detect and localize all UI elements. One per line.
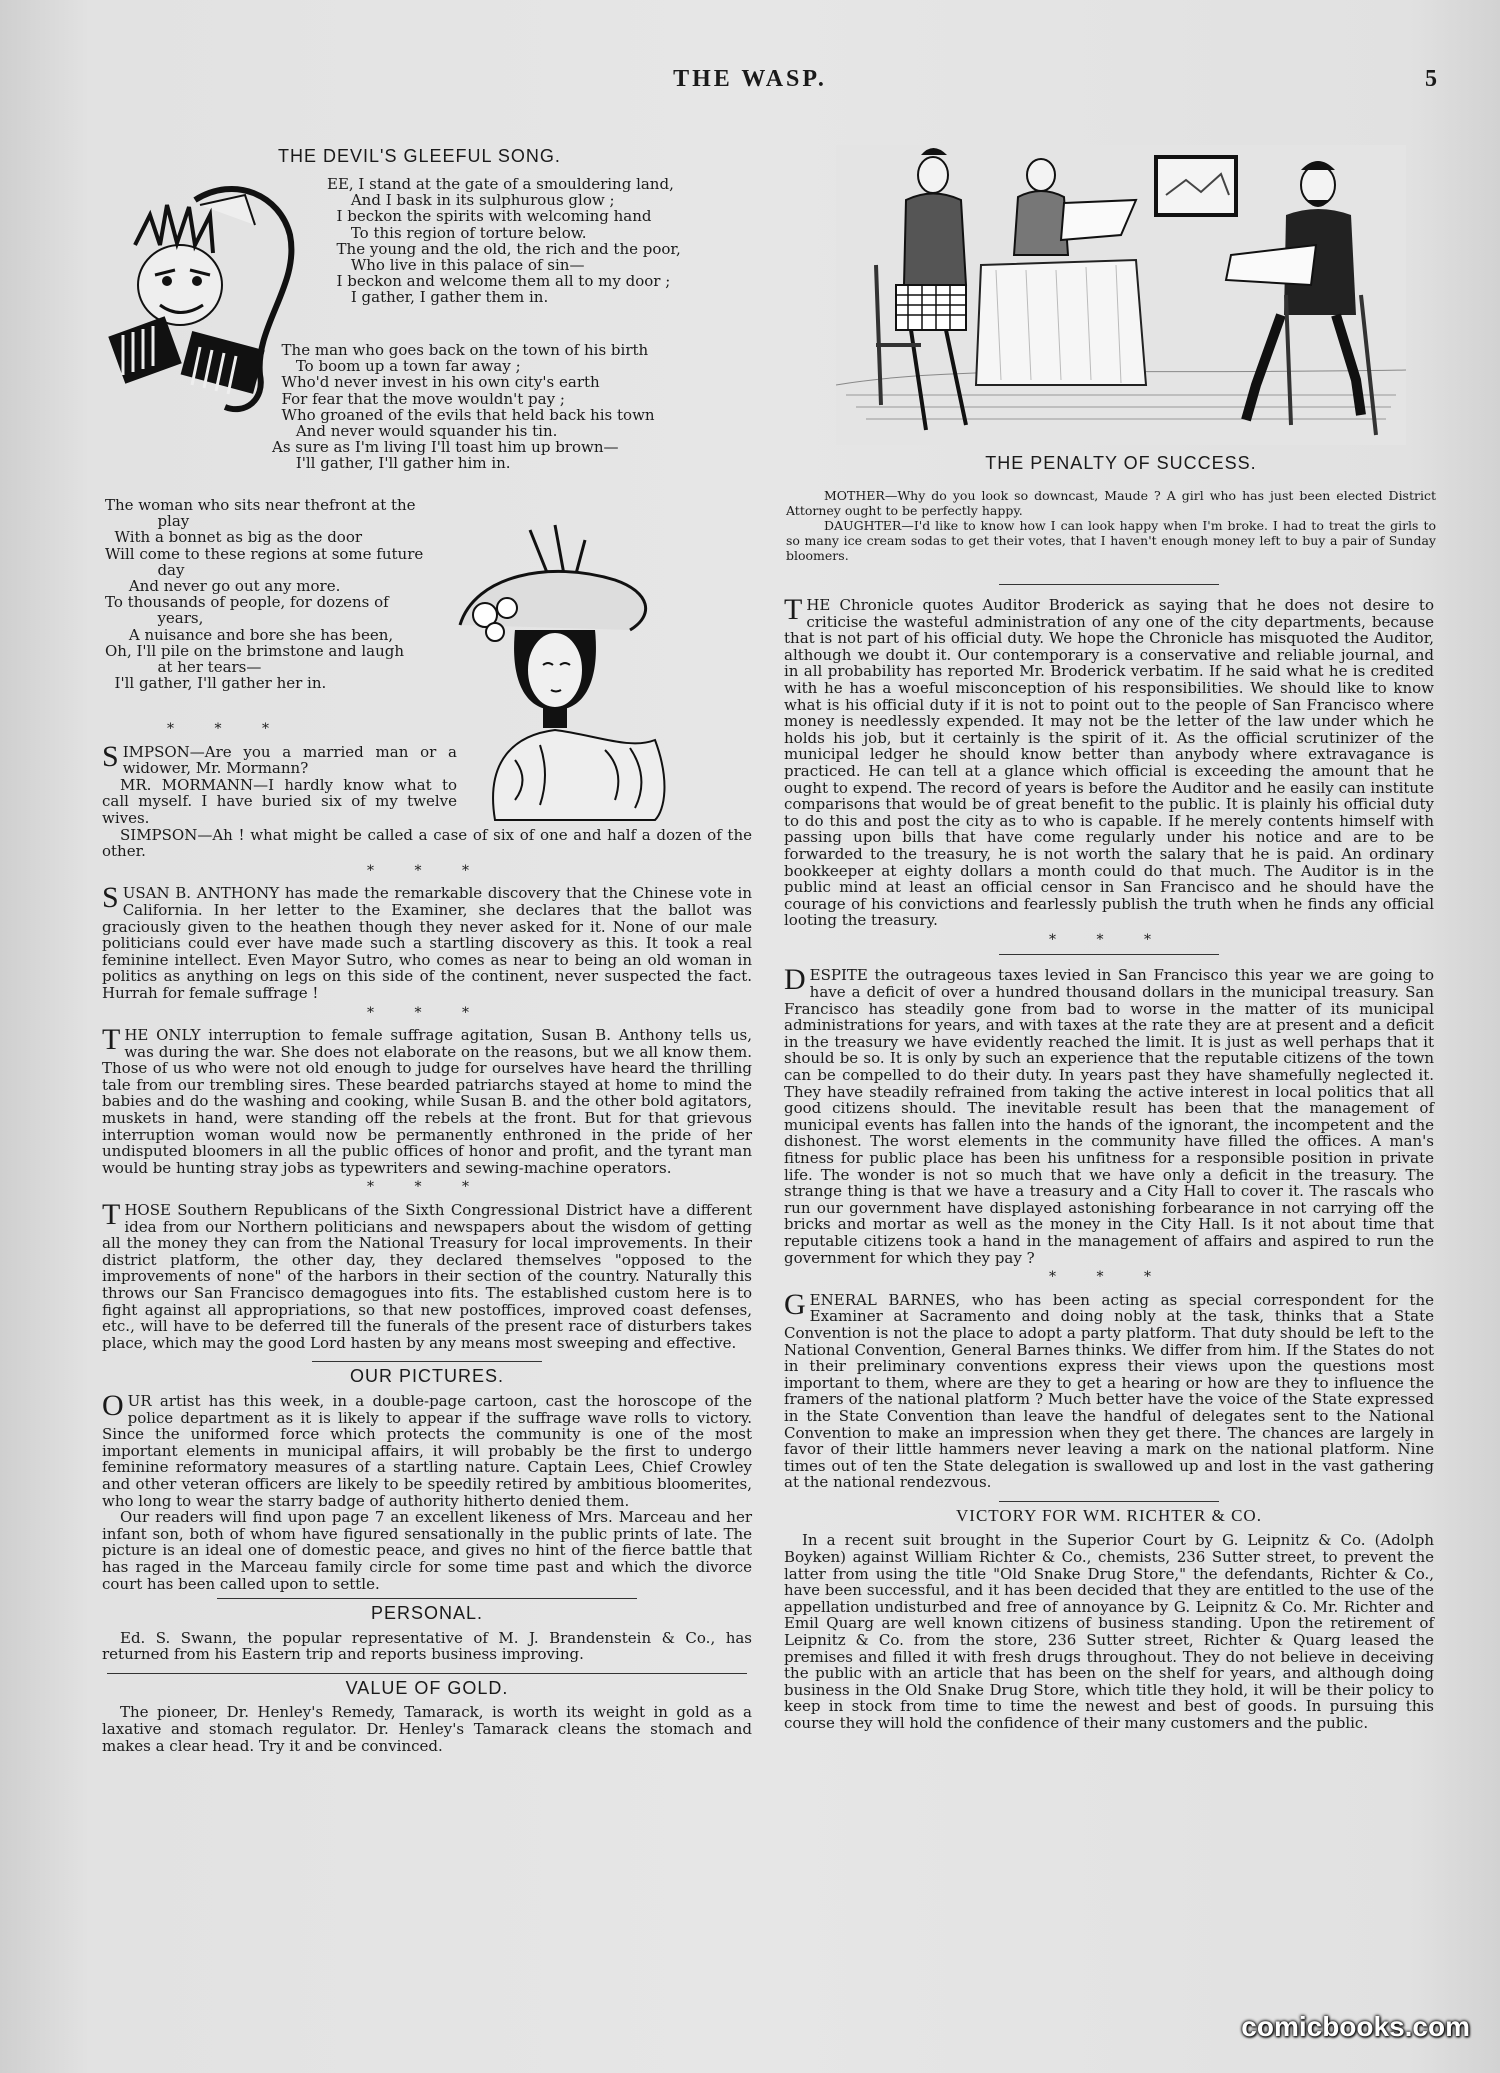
barnes-dropcap: G bbox=[784, 1287, 806, 1321]
divider bbox=[999, 584, 1219, 585]
poem-stanza-2: The man who goes back on the town of his birth To boom up a town far away ; Who'd never invest in his own city's earth For fear that the move wouldn't pay ; Who groaned of the evils that held back his town And never would squander his tin. As sure as I'm living I'll toast him up brown— I'll gather, I'll gather him in. bbox=[272, 341, 655, 473]
divider bbox=[107, 1673, 747, 1674]
southern-article bbox=[102, 1198, 752, 1352]
masthead-title: THE WASP. bbox=[673, 66, 827, 92]
penalty-title: THE PENALTY OF SUCCESS. bbox=[985, 453, 1257, 473]
anthony-text: USAN B. ANTHONY has made the remarkable discovery that the Chinese vote in California. In her letter to the Examiner, she declares that the ballot was graciously given to the heathen though they never asked for it. None of our male politicians could ever have made such a startling discovery as this. It took a real feminine intellect. Even Mayor Sutro, who comes as near to being an old woman in politics as anything on legs on this side of the continent, never suspected the fact. Hurrah for female suffrage ! bbox=[102, 884, 752, 1002]
simpson-line-3: SIMPSON—Ah ! what might be called a case of six of one and half a dozen of the other. bbox=[102, 825, 752, 861]
anthony-article bbox=[102, 881, 752, 1002]
page-number: 5 bbox=[1425, 66, 1437, 92]
barnes-article bbox=[784, 1287, 1434, 1492]
mother-line: MOTHER—Why do you look so downcast, Maude ? A girl who has just been elected District Attorney ought to be perfectly happy. bbox=[786, 488, 1436, 518]
divider bbox=[312, 1361, 542, 1362]
chronicle-article bbox=[784, 593, 1434, 930]
only-text: HE ONLY interruption to female suffrage agitation, Susan B. Anthony tells us, was during the war. She does not elaborate on the reasons, but we all know them. Those of us who were not old enough to judge for ourselves have heard the thrilling tale from our trembling sires. These bearded patriarchs stayed at home to mind the babies and do the washing and cooking, while Susan B. and the other bold agitators, muskets in hand, were standing off the rebels at the front. But for that grievous interruption woman would now be permanently enthroned in the pride of her undisputed bloomers in all the public offices of honor and profit, and the tyrant man would be hunting stray jobs as typewriters and sewing-machine operators. bbox=[102, 1026, 752, 1177]
daughter-line: DAUGHTER—I'd like to know how I can look happy when I'm broke. I had to treat the girls to so many ice cream sodas to get their votes, that I haven't enough money left to buy a pair of Sunday bloomers. bbox=[786, 518, 1436, 563]
divider bbox=[999, 954, 1219, 955]
despite-article bbox=[784, 963, 1434, 1267]
separator-stars: * * * bbox=[367, 1004, 487, 1021]
southern-dropcap: T bbox=[102, 1198, 121, 1232]
separator-stars: * * * bbox=[367, 862, 487, 879]
despite-dropcap: D bbox=[784, 963, 806, 997]
divider bbox=[217, 1598, 637, 1599]
despite-text: ESPITE the outrageous taxes levied in San Francisco this year we are going to have a deficit of over a hundred thousand dollars in the municipal treasury. San Francisco has steadily gone from bad to worse in the matter of its municipal administrations for years, and with taxes at the rate they are at present and a deficit in the treasury we have evidently reached the limit. It is just as well perhaps that it should be so. It is only by such an experience that the reputable citizens of the town can be compelled to do their duty. In years past they have shamefully neglected it. They have steadily refrained from taking the active interest in local politics that all good citizens should. The inevitable result has been that the management of municipal events has fallen into the hands of the ignorant, the incompetent and the dishonest. The worst elements in the community have filled the offices. A man's fitness for public place has been his unfitness for a responsible position in private life. The wonder is not so much that we have only a deficit in the treasury. The strange thing is that we have a treasury and a City Hall to cover it. The rascals who run our government have displayed astonishing forbearance in not carrying off the bricks and mortar as well as the money in the City Hall. Is it not about time that reputable citizens took a hand in the management of affairs and aspired to run the government for which they pay ? bbox=[784, 966, 1434, 1267]
penalty-dialogue bbox=[786, 488, 1436, 563]
pictures-dropcap: O bbox=[102, 1388, 124, 1422]
barnes-text: ENERAL BARNES, who has been acting as special correspondent for the Examiner at Sacramento and doing nobly at the task, thinks that a State Convention is not the place to adopt a party platform. That duty should be left to the National Convention, General Barnes thinks. We differ from him. If the States do not in their preliminary conventions express their views upon the questions most important to them, where are they to get a hearing or how are they to influence the framers of the national platform ? Much better have the voice of the State expressed in the State Convention than leave the handful of delegates sent to the National Convention to make an impression when they get there. The chances are largely in favor of their little hammers never leaving a mark on the national platform. Nine times out of ten the State delegation is swallowed up and lost in the vast gathering at the national rendezvous. bbox=[784, 1290, 1434, 1492]
divider bbox=[999, 1501, 1219, 1502]
anthony-dropcap: S bbox=[102, 881, 119, 915]
simpson-line-2: MR. MORMANN—I hardly know what to call myself. I have buried six of my twelve wives. bbox=[102, 775, 457, 827]
separator-stars: * * * bbox=[367, 1179, 487, 1196]
separator-stars: * * * bbox=[1049, 931, 1169, 948]
left-column bbox=[102, 718, 752, 1754]
separator-stars: * * * bbox=[1049, 1269, 1169, 1286]
personal-heading: PERSONAL. bbox=[370, 1603, 484, 1624]
poem-stanza-3: The woman who sits near thefront at the play With a bonnet as big as the door Will come to these regions at some future day And never go out any more. To thousands of people, for dozens of years, A nuisance and bore she has been, Oh, I'll pile on the brimstone and laugh at her tears— I'll gather, I'll gather her in. bbox=[105, 496, 424, 693]
pictures-article bbox=[102, 1388, 752, 1510]
chronicle-dropcap: T bbox=[784, 593, 803, 626]
gold-heading: VALUE OF GOLD. bbox=[345, 1677, 509, 1698]
gold-text: The pioneer, Dr. Henley's Remedy, Tamarack, is worth its weight in gold as a laxative and stomach regulator. Dr. Henley's Tamarack cleans the stomach and makes a clear head. Try it and be convinced. bbox=[102, 1703, 752, 1755]
personal-text: Ed. S. Swann, the popular representative of M. J. Brandenstein & Co., has returned from his Eastern trip and reports business improving. bbox=[102, 1628, 752, 1664]
only-dropcap: T bbox=[102, 1023, 121, 1057]
pictures-heading: OUR PICTURES. bbox=[349, 1366, 504, 1387]
watermark: comicbooks.com bbox=[1241, 2011, 1470, 2042]
simpson-dialogue bbox=[102, 739, 457, 827]
richter-text: In a recent suit brought in the Superior Court by G. Leipnitz & Co. (Adolph Boyken) against William Richter & Co., chemists, 236 Sutter street, to prevent the latter from using the title "Old Snake Drug Store," the defendants, Richter & Co., have been successful, and it has been decided that they are entitled to the use of the appellation undisturbed and free of annoyance by G. Leipnitz & Co. Mr. Richter and Emil Quarg are well known citizens of business standing. Upon the retirement of Leipnitz & Co. from the store, 236 Sutter street, Richter & Quarg leased the premises and filled it with fresh drugs throughout. They do not believe in deceiving the public with an article that has been on the shelf for years, and although doing business in the Old Snake Drug Store, which title they hold, it will be their policy to keep in stock from time to time the newest and best of goods. In pursuing this course they will hold the confidence of their many customers and the public. bbox=[784, 1531, 1434, 1732]
chronicle-text: HE Chronicle quotes Auditor Broderick as saying that he does not desire to criticise the wasteful administration of any one of the city departments, because that is not part of his official duty. We hope the Chronicle has misquoted the Auditor, although we doubt it. Our contemporary is a conservative and reliable journal, and in all probability has reported Mr. Broderick verbatim. If he said what he is credited with he has a woeful misconception of his responsibilities. We should like to know what is his official duty if it is not to point out to the people of San Francisco where money is needlessly expended. It may not be the letter of the law under which he holds his job, but it certainly is the spirit of it. As the official scrutinizer of the municipal ledger he should know better than anybody where extravagance is practiced. He can tell at a glance which official is exceeding the amount that he ought to expend. The record of years is before the Auditor and he easily can institute comparisons that would be of great benefit to the public. It is plainly his official duty to do this and post the city as to who is capable. If he merely contents himself with passing upon bills that have come regularly under his notice and are to be forwarded to the treasury, he is not worth the salary that he is paid. An ordinary bookkeeper at eighty dollars a month could do that much. The Auditor is in the public mind at least an official censor in San Francisco and he should have the courage of his convictions and fearlessly publish the truth when he finds any official looting the treasury. bbox=[784, 596, 1434, 930]
poem-stanza-1: EE, I stand at the gate of a smouldering land, And I bask in its sulphurous glow ; I beckon the spirits with welcoming hand To this region of torture below. The young and the old, the rich and the poor, Who live in this palace of sin— I beckon and welcome them all to my door ; I gather, I gather them in. bbox=[327, 175, 681, 307]
separator-stars: * * * bbox=[167, 721, 287, 737]
southern-text: HOSE Southern Republicans of the Sixth Congressional District have a different idea from our Northern politicians and newspapers about the wisdom of getting all the money they can from the National Treasury for local improvements. In their district platform, the other day, they declared themselves "opposed to the improvements of none" of the harbors in their section of the country. Naturally this throws our San Francisco demagogues into fits. The established custom here is to fight against all appropriations, so that new postoffices, improved coast defenses, etc., will have to be deferred till the funerals of the present race of disturbers takes place, which may the good Lord hasten by any means most sweeping and effective. bbox=[102, 1201, 752, 1352]
pictures-text: UR artist has this week, in a double-page cartoon, cast the horoscope of the police department as it is likely to appear if the suffrage wave rolls to victory. Since the uniformed force which protects the community is one of the most important elements in municipal affairs, it will probably be the first to undergo feminine reformatory measures of a startling nature. Captain Lees, Chief Crowley and other veteran officers are likely to be speedily retired by ambitious bloomerites, who long to wear the starry badge of authority hitherto denied them. bbox=[102, 1391, 752, 1510]
simpson-dropcap: S bbox=[102, 739, 119, 773]
right-column bbox=[784, 578, 1434, 1732]
poem-title: THE DEVIL'S GLEEFUL SONG. bbox=[278, 146, 561, 166]
penalty-illustration bbox=[836, 145, 1406, 445]
richter-heading: VICTORY FOR WM. RICHTER & CO. bbox=[956, 1505, 1262, 1525]
simpson-line-1: IMPSON—Are you a married man or a widower, Mr. Mormann? bbox=[122, 742, 457, 778]
pictures-text-2: Our readers will find upon page 7 an excellent likeness of Mrs. Marceau and her infant son, both of whom have figured sensationally in the public prints of late. The picture is an ideal one of domestic peace, and gives no hint of the fierce battle that has raged in the Marceau family circle for some time past and which the divorce court has been called upon to settle. bbox=[102, 1508, 752, 1593]
only-article bbox=[102, 1023, 752, 1177]
